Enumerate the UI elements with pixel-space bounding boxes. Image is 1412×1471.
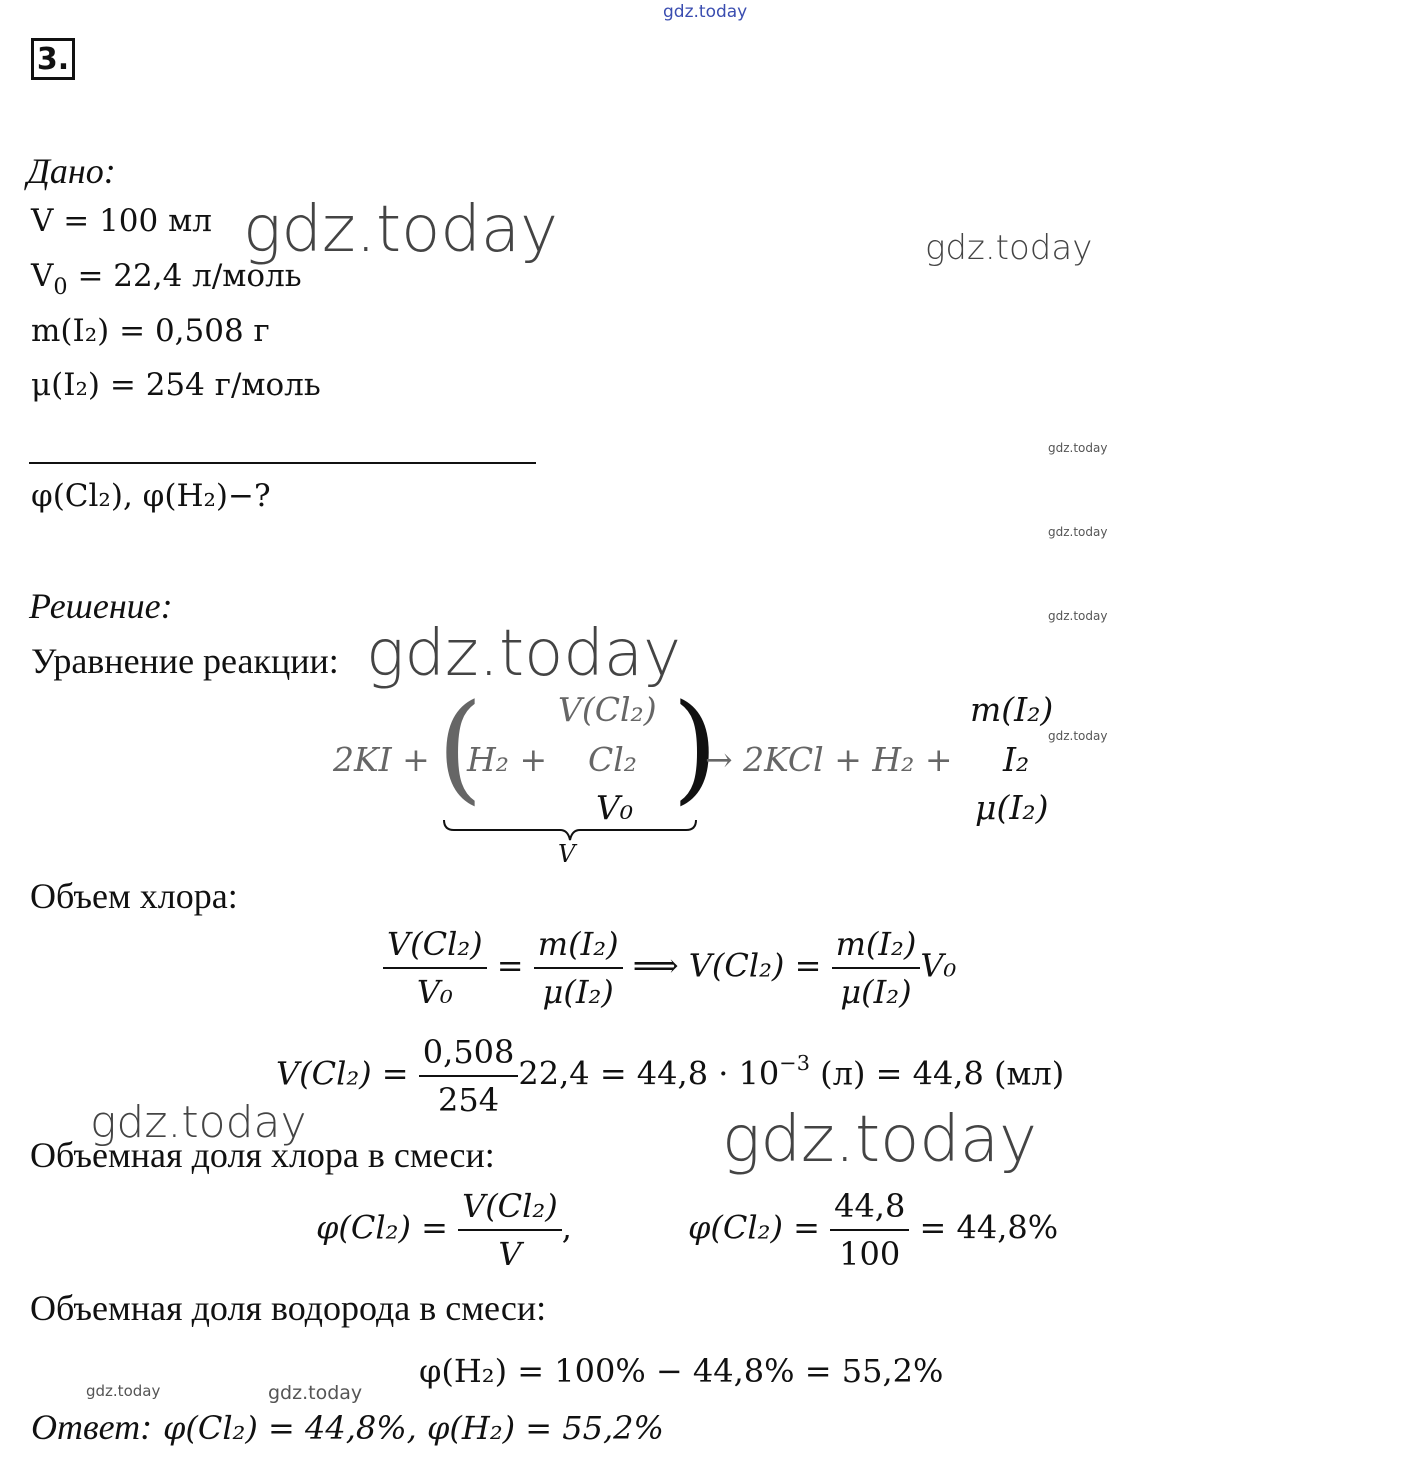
reaction-underbrace xyxy=(442,818,698,842)
hydrogen-fraction-label: Объемная доля водорода в смеси: xyxy=(30,1288,547,1328)
fraction-m-over-mu: $\frac{\text{m(I₂)}}{\text{μ(I₂)}}$ xyxy=(832,925,921,1011)
answer-value: φ(Cl₂) = 44,8%, φ(H₂) = 55,2% xyxy=(162,1409,664,1447)
given-volume: V = 100 мл xyxy=(31,203,212,239)
reaction-reactant-ki: 2KI + xyxy=(333,740,430,779)
reaction-cl2: Cl₂ xyxy=(588,740,638,779)
watermark-large: gdz.today xyxy=(90,1097,307,1148)
fraction-m-over-mu: $\frac{\text{m(I₂)}}{\text{μ(I₂)}}$ xyxy=(534,925,623,1011)
watermark-small: gdz.today xyxy=(86,1382,161,1400)
formula-hydrogen-fraction: φ(H₂) = 100% − 44,8% = 55,2% xyxy=(419,1352,944,1390)
watermark-small: gdz.today xyxy=(268,1382,363,1404)
problem-number: 3. xyxy=(31,38,75,80)
fraction-v-cl2-over-v0: $\frac{\text{V(Cl₂)}}{\text{V₀}}$ xyxy=(383,925,487,1011)
watermark-small: gdz.today xyxy=(1048,609,1108,623)
given-iodine-mass: m(I₂) = 0,508 г xyxy=(31,313,270,349)
formula-proportion: $\frac{\text{V(Cl₂)}}{\text{V₀}}$ = $\frac{\text{m(I₂)}}{\text{μ(I₂)}}$ ⟹ V(Cl₂) = $\frac{\text{m(I₂)}}{\text{μ(I₂)}}$ V₀ xyxy=(383,925,956,1011)
answer-label: Ответ: xyxy=(31,1407,153,1447)
given-molar-volume: $V_0 = 22,4$ л/моль xyxy=(31,258,302,300)
watermark-small: gdz.today xyxy=(1048,729,1108,743)
reaction-label: Уравнение реакции: xyxy=(31,641,339,681)
reaction-h2: H₂ + xyxy=(467,740,548,779)
fraction-v-cl2-over-v: $\frac{\text{V(Cl₂)}}{V}$ xyxy=(458,1187,562,1273)
chlorine-fraction-label: Объемная доля хлора в смеси: xyxy=(30,1135,495,1175)
reaction-products: → 2KCl + H₂ + xyxy=(705,740,953,779)
watermark-small: gdz.today xyxy=(1048,525,1108,539)
reaction-right-paren: ) xyxy=(672,678,719,816)
reaction-i2-molar-mass: μ(I₂) xyxy=(975,788,1049,827)
answer xyxy=(31,1406,664,1448)
formula-chlorine-volume-calc: V(Cl₂) = $\frac{0,508}{254}$ $22,4 = 44,8 \cdot 10^{-3}$ (л) = 44,8 (мл) xyxy=(276,1033,1065,1119)
reaction-cl2-volume: V(Cl₂) xyxy=(558,690,657,729)
watermark-large: gdz.today xyxy=(366,617,681,691)
watermark-medium: gdz.today xyxy=(925,228,1093,268)
divider-line xyxy=(29,462,536,464)
watermark-small: gdz.today xyxy=(1048,441,1108,455)
find-statement: φ(Cl₂), φ(H₂)−? xyxy=(31,478,271,514)
solution-header: Решение: xyxy=(29,586,173,626)
fraction-percent: $\frac{44,8}{100}$ xyxy=(830,1187,909,1273)
watermark-top: gdz.today xyxy=(663,2,748,22)
formula-chlorine-fraction-value: φ(Cl₂) = $\frac{44,8}{100}$ = 44,8% xyxy=(688,1187,1059,1273)
reaction-i2: I₂ xyxy=(1003,740,1030,779)
watermark-large: gdz.today xyxy=(243,193,558,267)
reaction-brace-label: V xyxy=(558,840,576,868)
watermark-large: gdz.today xyxy=(722,1103,1037,1177)
chlorine-volume-label: Объем хлора: xyxy=(30,876,238,916)
formula-chlorine-fraction: φ(Cl₂) = $\frac{\text{V(Cl₂)}}{V}$ , xyxy=(316,1187,572,1273)
fraction-mass-over-molar-mass: $\frac{0,508}{254}$ xyxy=(419,1033,519,1119)
given-iodine-molar-mass: μ(I₂) = 254 г/моль xyxy=(31,367,321,403)
reaction-v0: V₀ xyxy=(596,788,634,827)
reaction-i2-mass: m(I₂) xyxy=(970,690,1054,729)
given-header: Дано: xyxy=(27,151,116,191)
reaction-left-paren: ( xyxy=(437,678,484,816)
